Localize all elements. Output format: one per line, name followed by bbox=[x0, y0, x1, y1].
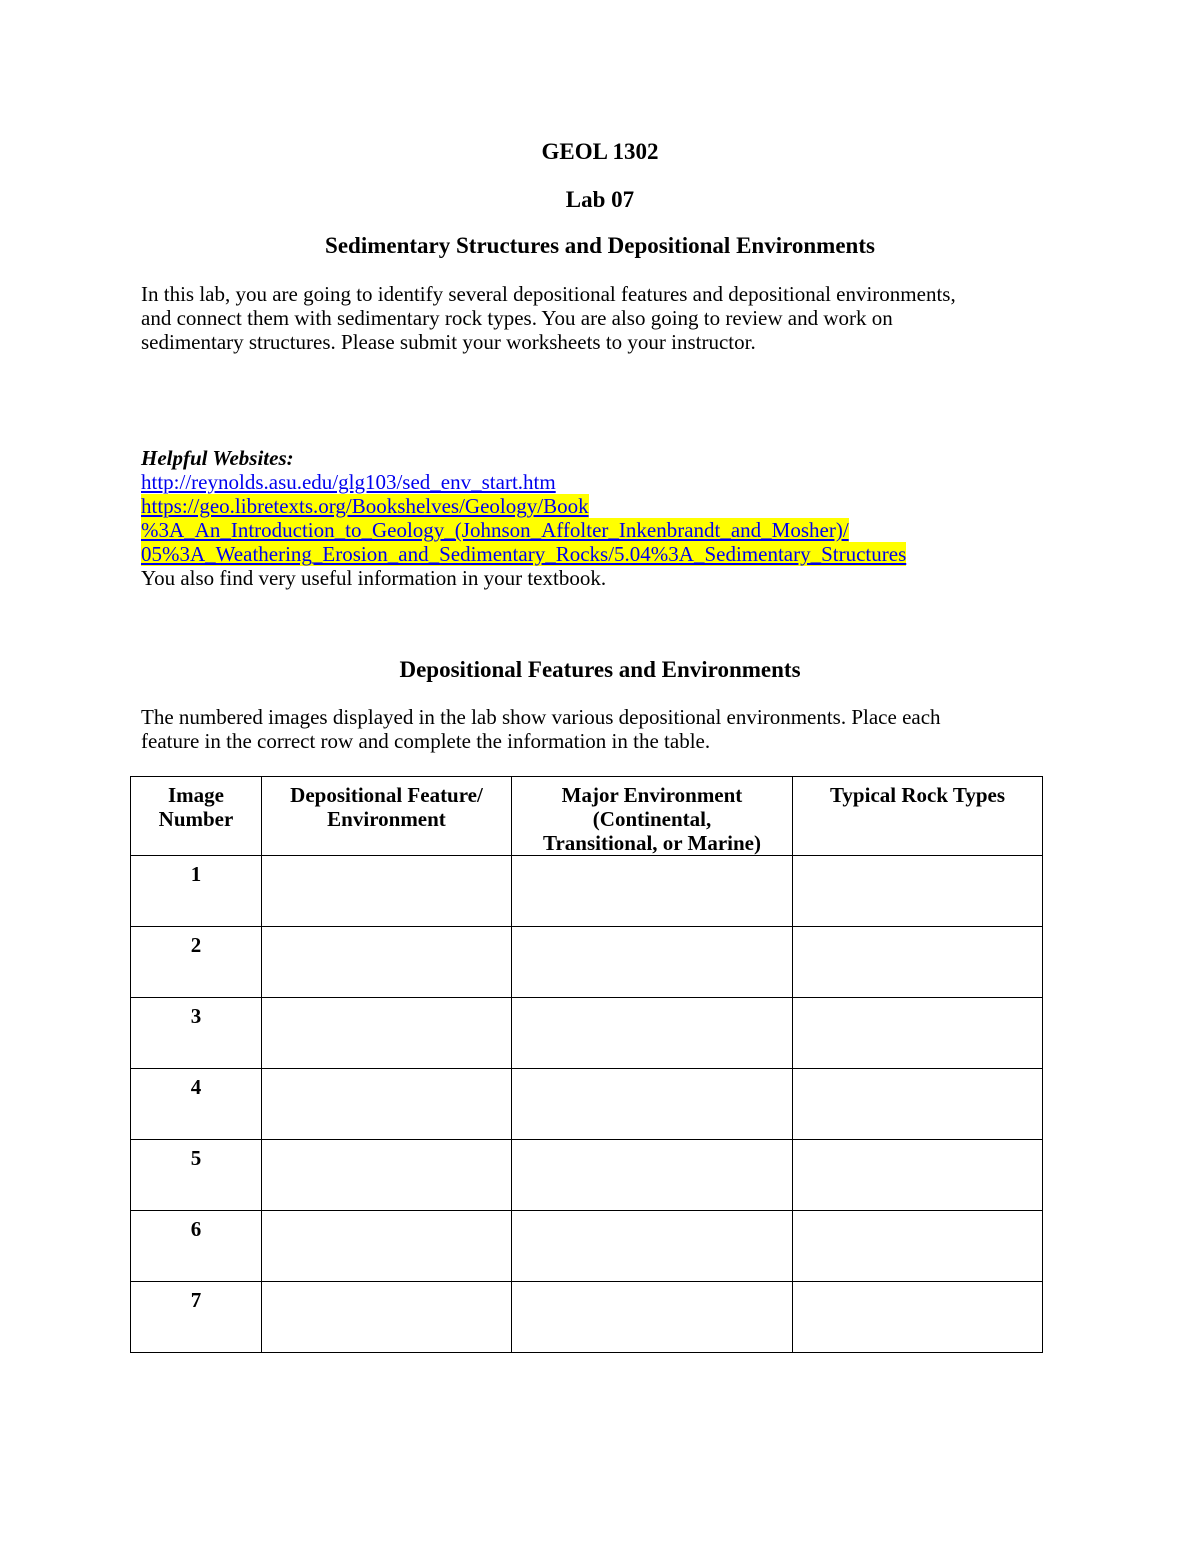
image-number-cell: 6 bbox=[131, 1211, 262, 1282]
rock-types-input-cell[interactable] bbox=[793, 1211, 1043, 1282]
intro-paragraph bbox=[141, 282, 1071, 354]
header-typical-rock-types: Typical Rock Types bbox=[793, 777, 1043, 856]
table-row bbox=[131, 1282, 1043, 1353]
environment-input-cell[interactable] bbox=[512, 998, 793, 1069]
websites-heading: Helpful Websites: bbox=[141, 446, 294, 470]
libretexts-link-line-1[interactable]: https://geo.libretexts.org/Bookshelves/Geology/Book bbox=[141, 494, 589, 518]
table-header-row bbox=[131, 777, 1043, 856]
image-number-cell: 2 bbox=[131, 927, 262, 998]
rock-types-input-cell[interactable] bbox=[793, 1140, 1043, 1211]
feature-input-cell[interactable] bbox=[262, 1069, 512, 1140]
instruction-line: feature in the correct row and complete the information in the table. bbox=[141, 729, 711, 753]
header-depositional-feature: Depositional Feature/ Environment bbox=[262, 777, 512, 856]
feature-input-cell[interactable] bbox=[262, 1211, 512, 1282]
rock-types-input-cell[interactable] bbox=[793, 927, 1043, 998]
depositional-environments-table bbox=[130, 776, 1043, 1353]
image-number-cell: 5 bbox=[131, 1140, 262, 1211]
table-row bbox=[131, 856, 1043, 927]
feature-input-cell[interactable] bbox=[262, 998, 512, 1069]
intro-line: In this lab, you are going to identify several depositional features and depositional environments, bbox=[141, 282, 956, 306]
table-row bbox=[131, 998, 1043, 1069]
feature-input-cell[interactable] bbox=[262, 1282, 512, 1353]
reynolds-link[interactable]: http://reynolds.asu.edu/glg103/sed_env_start.htm bbox=[141, 470, 556, 494]
environment-input-cell[interactable] bbox=[512, 1140, 793, 1211]
rock-types-input-cell[interactable] bbox=[793, 1282, 1043, 1353]
helpful-websites-block bbox=[141, 446, 1071, 590]
lab-number: Lab 07 bbox=[565, 187, 635, 212]
environment-input-cell[interactable] bbox=[512, 1069, 793, 1140]
section-title: Depositional Features and Environments bbox=[399, 657, 801, 682]
image-number-cell: 7 bbox=[131, 1282, 262, 1353]
feature-input-cell[interactable] bbox=[262, 927, 512, 998]
libretexts-link-line-2[interactable]: %3A_An_Introduction_to_Geology_(Johnson_Affolter_Inkenbrandt_and_Mosher)/ bbox=[141, 518, 849, 542]
course-code: GEOL 1302 bbox=[541, 139, 659, 164]
intro-line: and connect them with sedimentary rock types. You are also going to review and work on bbox=[141, 306, 893, 330]
environment-input-cell[interactable] bbox=[512, 1211, 793, 1282]
image-number-cell: 3 bbox=[131, 998, 262, 1069]
instruction-line: The numbered images displayed in the lab show various depositional environments. Place each bbox=[141, 705, 941, 729]
image-number-cell: 4 bbox=[131, 1069, 262, 1140]
feature-input-cell[interactable] bbox=[262, 856, 512, 927]
intro-line: sedimentary structures. Please submit your worksheets to your instructor. bbox=[141, 330, 756, 354]
table-row bbox=[131, 1211, 1043, 1282]
rock-types-input-cell[interactable] bbox=[793, 1069, 1043, 1140]
environment-input-cell[interactable] bbox=[512, 856, 793, 927]
header-major-environment: Major Environment (Continental, Transitional, or Marine) bbox=[512, 777, 793, 856]
rock-types-input-cell[interactable] bbox=[793, 856, 1043, 927]
feature-input-cell[interactable] bbox=[262, 1140, 512, 1211]
image-number-cell: 1 bbox=[131, 856, 262, 927]
rock-types-input-cell[interactable] bbox=[793, 998, 1043, 1069]
page-title: Sedimentary Structures and Depositional Environments bbox=[325, 233, 875, 258]
table-row bbox=[131, 1069, 1043, 1140]
libretexts-link-line-3[interactable]: 05%3A_Weathering_Erosion_and_Sedimentary_Rocks/5.04%3A_Sedimentary_Structures bbox=[141, 542, 907, 566]
header-image-number: Image Number bbox=[131, 777, 262, 856]
table-row bbox=[131, 1140, 1043, 1211]
environment-input-cell[interactable] bbox=[512, 927, 793, 998]
table-row bbox=[131, 927, 1043, 998]
section-instructions bbox=[141, 705, 1071, 753]
environment-input-cell[interactable] bbox=[512, 1282, 793, 1353]
textbook-note: You also find very useful information in your textbook. bbox=[141, 566, 607, 590]
